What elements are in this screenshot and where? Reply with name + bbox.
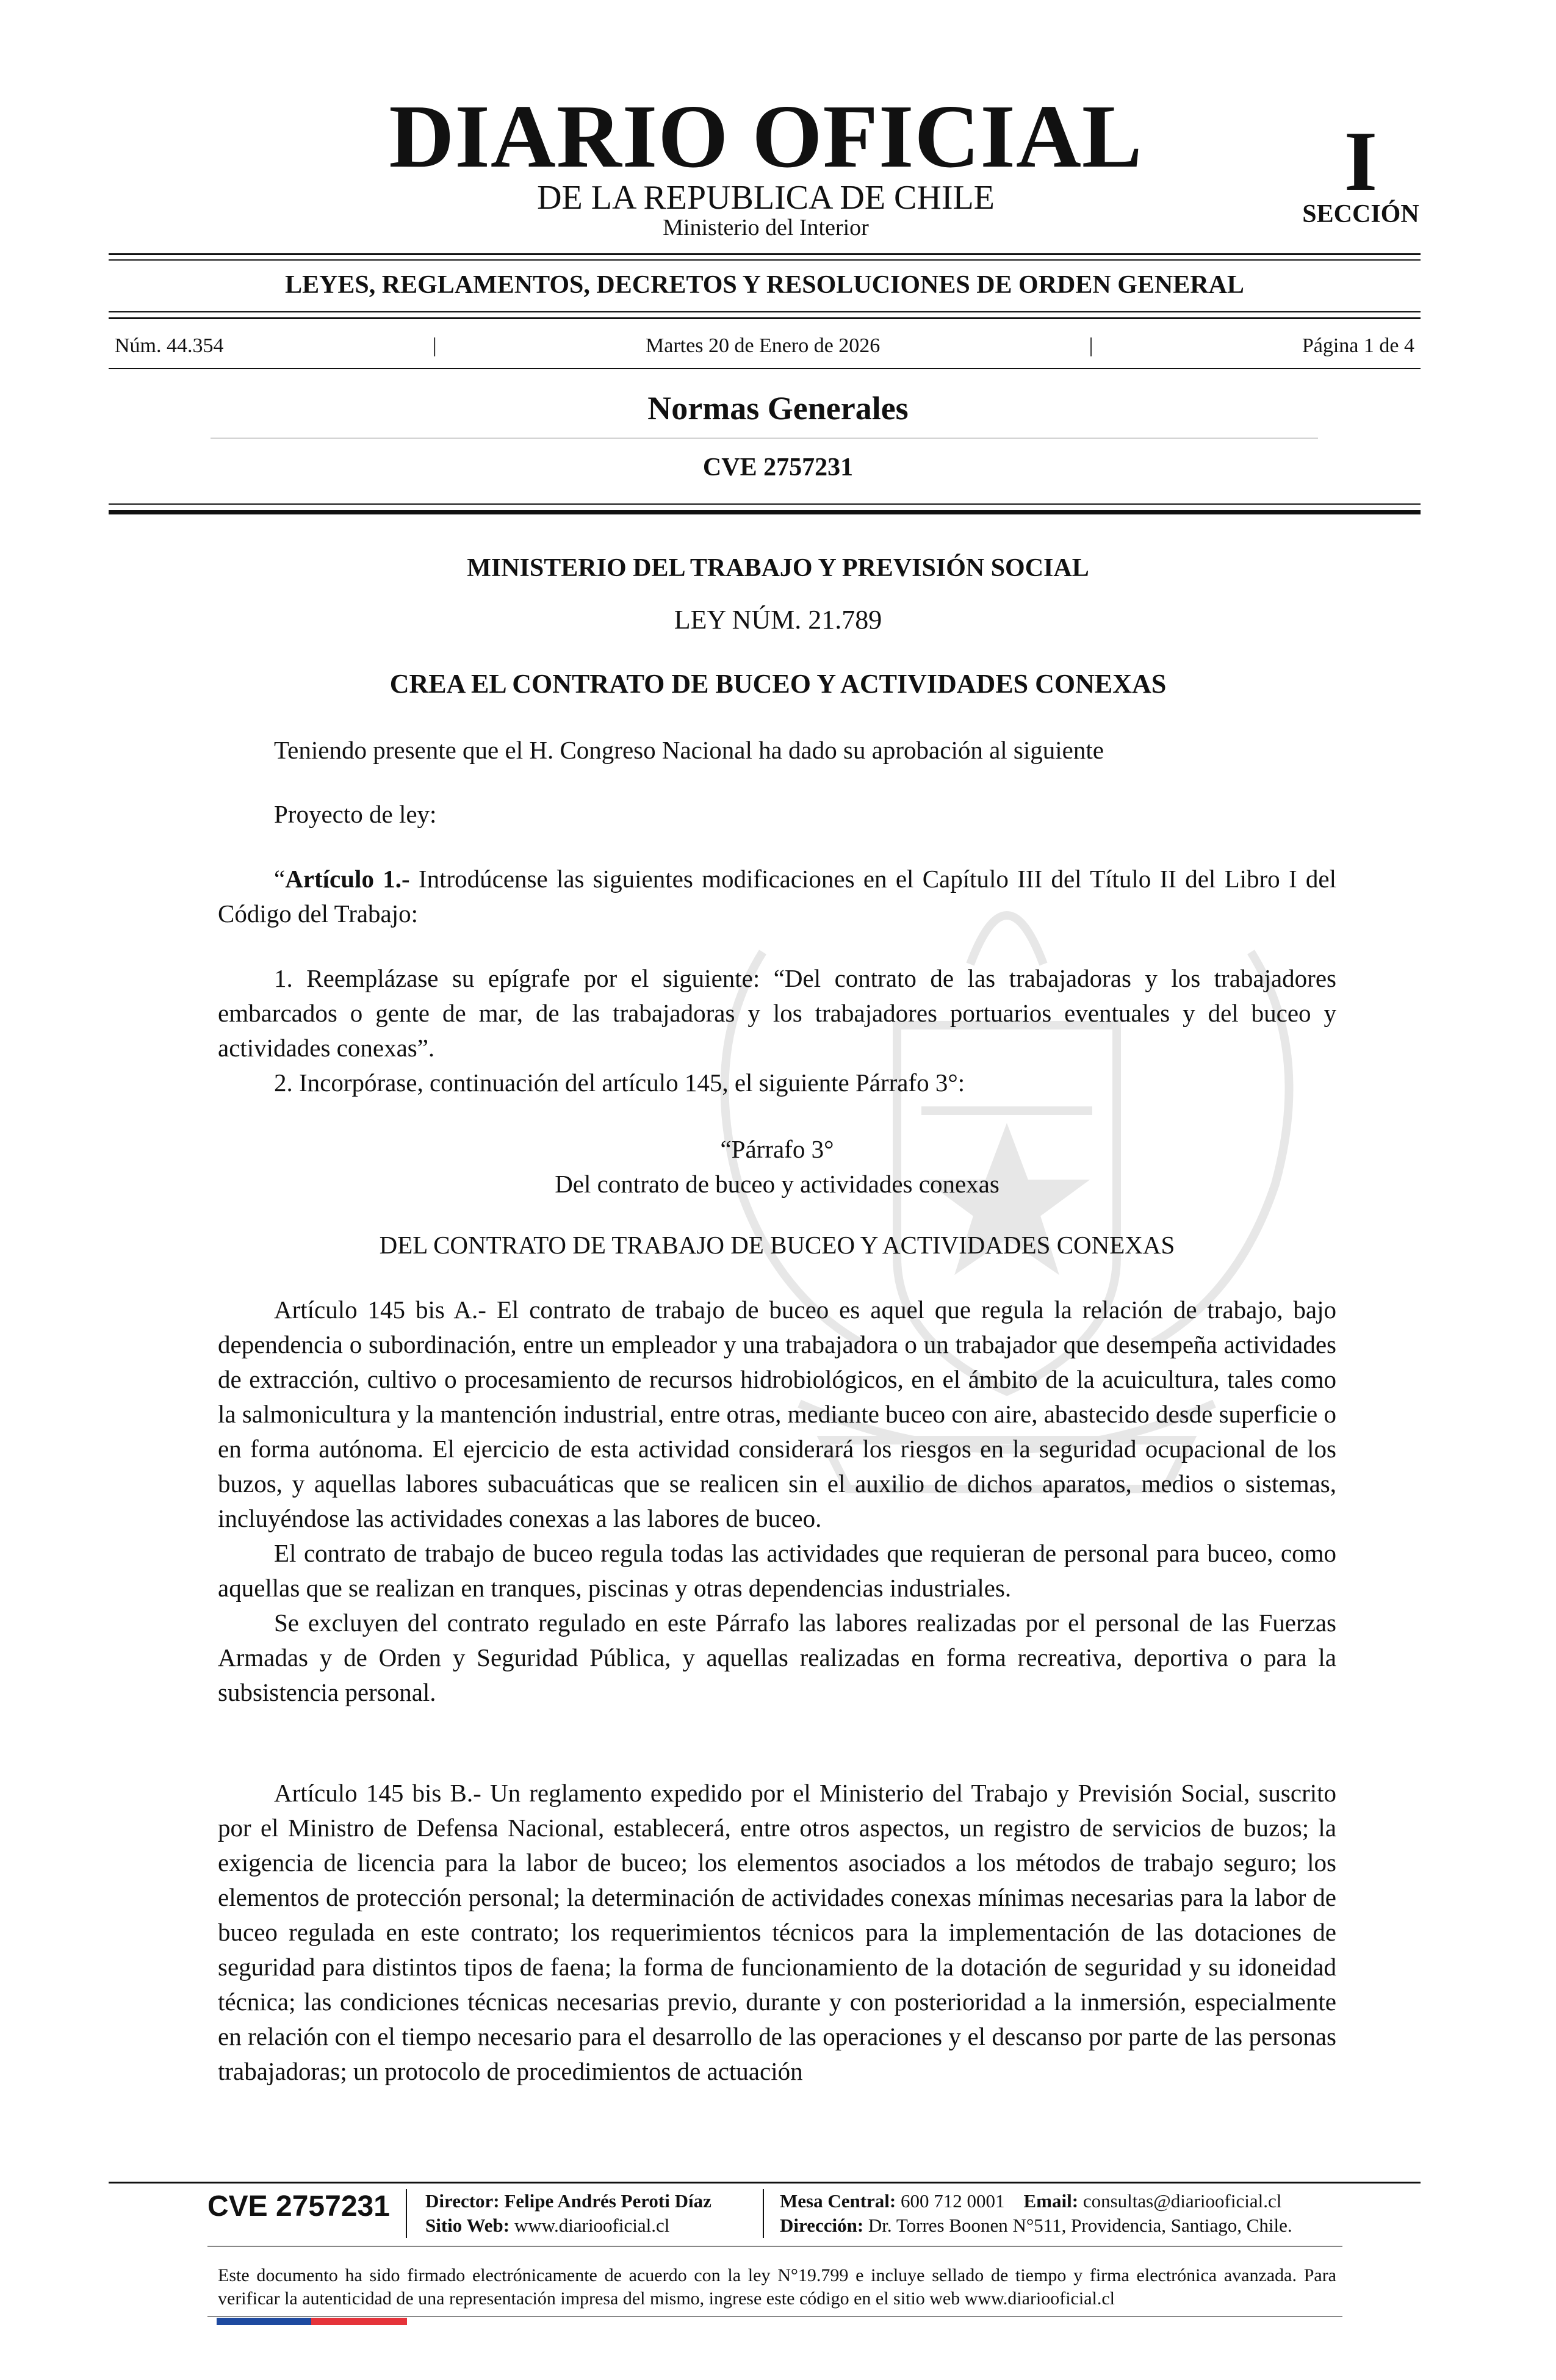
footer-cve-code: CVE 2757231	[207, 2190, 390, 2223]
newspaper-title: DIARIO OFICIAL	[389, 87, 1143, 187]
article-145a-p2: El contrato de trabajo de buceo regula todas las actividades que requieran de personal para buceo, como aquellas que se realizan en tranques, piscinas y otras dependencias industriales.	[218, 1539, 1336, 1602]
items-block	[218, 961, 1336, 1100]
section-number: I	[1344, 114, 1378, 209]
parrafo-heading	[218, 1132, 1336, 1202]
mesa-label: Mesa Central:	[780, 2190, 896, 2212]
web-label: Sitio Web:	[425, 2215, 510, 2236]
footer-rule-top	[109, 2182, 1421, 2183]
masthead-rule-mid-thick	[109, 317, 1421, 319]
ley-number: LEY NÚM. 21.789	[674, 605, 882, 635]
masthead-rule-top	[109, 253, 1421, 255]
item-2-text: 2. Incorpórase, continuación del artículo 145, el siguiente Párrafo 3°:	[274, 1069, 965, 1097]
footer-separator-2	[763, 2189, 764, 2238]
article-145b-p1: Artículo 145 bis B.- Un reglamento expedido por el Ministerio del Trabajo y Previsión Social, suscrito por el Ministro de Defensa Nacional, establecerá, entre otros aspectos, un registro de servicios de buzos; la exigencia de licencia para la labor de buceo; los elementos asociados a los métodos de trabajo seguro; los elementos de protección personal; la determinación de actividades conexas mínimas necesarias para la labor de buceo regulada en este contrato; los requerimientos técnicos para la implementación de las dotaciones de seguridad para distintos tipos de faena; la forma de funcionamiento de la dotación de seguridad y su idoneidad técnica; las condiciones técnicas necesarias previo, durante y con posterioridad a la inmersión, especialmente en relación con el tiempo necesario para el desarrollo de las operaciones y el descanso por parte de las personas trabajadoras; un protocolo de procedimientos de actuación	[218, 1779, 1336, 2085]
section-label: SECCIÓN	[1302, 200, 1419, 228]
email-value[interactable]: consultas@diariooficial.cl	[1082, 2190, 1282, 2212]
masthead-rule-mid	[109, 311, 1421, 312]
cve-rule-thin	[109, 503, 1421, 505]
issue-number: Núm. 44.354	[115, 334, 224, 357]
proyecto-text: Proyecto de ley:	[274, 800, 437, 828]
newspaper-subtitle: DE LA REPUBLICA DE CHILE	[537, 179, 995, 217]
article-145a-block	[218, 1293, 1336, 1710]
article-1-label: Artículo 1.-	[285, 865, 410, 893]
contrato-heading: DEL CONTRATO DE TRABAJO DE BUCEO Y ACTIVIDADES CONEXAS	[379, 1231, 1175, 1259]
article-1-body: Introdúcense las siguientes modificaciones en el Capítulo III del Título II del Libro I del Código del Trabajo:	[218, 865, 1336, 928]
flag-stripe-blue	[217, 2318, 311, 2325]
issue-date: Martes 20 de Enero de 2026	[646, 334, 881, 357]
web-value[interactable]: www.diariooficial.cl	[514, 2215, 670, 2236]
mesa-value: 600 712 0001	[901, 2190, 1005, 2212]
ministry-name: Ministerio del Interior	[663, 215, 869, 240]
section-title-rule	[211, 438, 1318, 439]
section-title: Normas Generales	[647, 390, 909, 427]
proyecto-paragraph	[218, 797, 1336, 832]
cve-code: CVE 2757231	[702, 453, 854, 481]
director-label: Director:	[425, 2190, 500, 2212]
intro-text: Teniendo presente que el H. Congreso Nacional ha dado su aprobación al siguiente	[274, 736, 1104, 764]
info-row-rule	[109, 368, 1421, 369]
page-indicator: Página 1 de 4	[1302, 334, 1414, 357]
item-1-text: 1. Reemplázase su epígrafe por el siguiente: “Del contrato de las trabajadoras y los trabajadores embarcados o gente de mar, de las trabajadoras y los trabajadores portuarios eventuales y del buceo y actividades conexas”.	[218, 964, 1336, 1062]
footer-director-block	[425, 2189, 711, 2238]
email-label: Email:	[1023, 2190, 1079, 2212]
cve-rule-thick	[109, 510, 1421, 514]
footer-rule-mid	[207, 2246, 1342, 2247]
article-145b-block	[218, 1776, 1336, 2089]
law-title: CREA EL CONTRATO DE BUCEO Y ACTIVIDADES CONEXAS	[389, 669, 1167, 699]
footer-separator-1	[406, 2189, 407, 2238]
article-145a-p3: Se excluyen del contrato regulado en este Párrafo las labores realizadas por el personal de las Fuerzas Armadas y de Orden y Seguridad Pública, y aquellas realizadas en forma recreativa, deportiva o para la subsistencia personal.	[218, 1609, 1336, 1706]
category-heading: LEYES, REGLAMENTOS, DECRETOS Y RESOLUCIONES DE ORDEN GENERAL	[285, 271, 1244, 299]
article-145a-p1: Artículo 145 bis A.- El contrato de trabajo de buceo es aquel que regula la relación de trabajo, bajo dependencia o subordinación, entre un empleador y una trabajadora o un trabajador que desempeña actividades de extracción, cultivo o procesamiento de recursos hidrobiológicos, en el ámbito de la acuicultura, tales como la salmonicultura y la mantención industrial, entre otras, mediante buceo con aire, abastecido desde superficie o en forma autónoma. El ejercicio de esta actividad considerará los riesgos en la seguridad ocupacional de los buzos, y aquellas labores subacuáticas que se realicen sin el auxilio de dichos aparatos, medios o sistemas, incluyéndose las actividades conexas a las labores de buceo.	[218, 1296, 1336, 1532]
parrafo-title: “Párrafo 3°	[720, 1135, 834, 1163]
parrafo-subtitle: Del contrato de buceo y actividades conexas	[555, 1170, 1000, 1198]
masthead-rule-top-thin	[109, 259, 1421, 261]
article-1-text	[218, 862, 1336, 931]
issue-info-row	[115, 334, 1414, 358]
separator-2: |	[1089, 334, 1093, 357]
separator-1: |	[432, 334, 437, 357]
intro-paragraph	[218, 733, 1336, 768]
article-1-open-quote: “	[274, 865, 286, 893]
footer-note: Este documento ha sido firmado electrónicamente de acuerdo con la ley N°19.799 e incluye sellado de tiempo y firma electrónica avanzada. Para verificar la autenticidad de una representación impresa del mismo, ingrese este código en el sitio web www.diariooficial.cl	[218, 2265, 1336, 2309]
flag-stripe-red	[311, 2318, 407, 2325]
footer-rule-bottom	[207, 2316, 1342, 2317]
article-1-paragraph	[218, 862, 1336, 931]
footer-contact-block	[780, 2189, 1292, 2238]
direccion-value: Dr. Torres Boonen N°511, Providencia, Santiago, Chile.	[868, 2215, 1292, 2236]
ministerio-heading: MINISTERIO DEL TRABAJO Y PREVISIÓN SOCIAL	[467, 554, 1089, 582]
direccion-label: Dirección:	[780, 2215, 864, 2236]
director-value: Felipe Andrés Peroti Díaz	[504, 2190, 711, 2212]
